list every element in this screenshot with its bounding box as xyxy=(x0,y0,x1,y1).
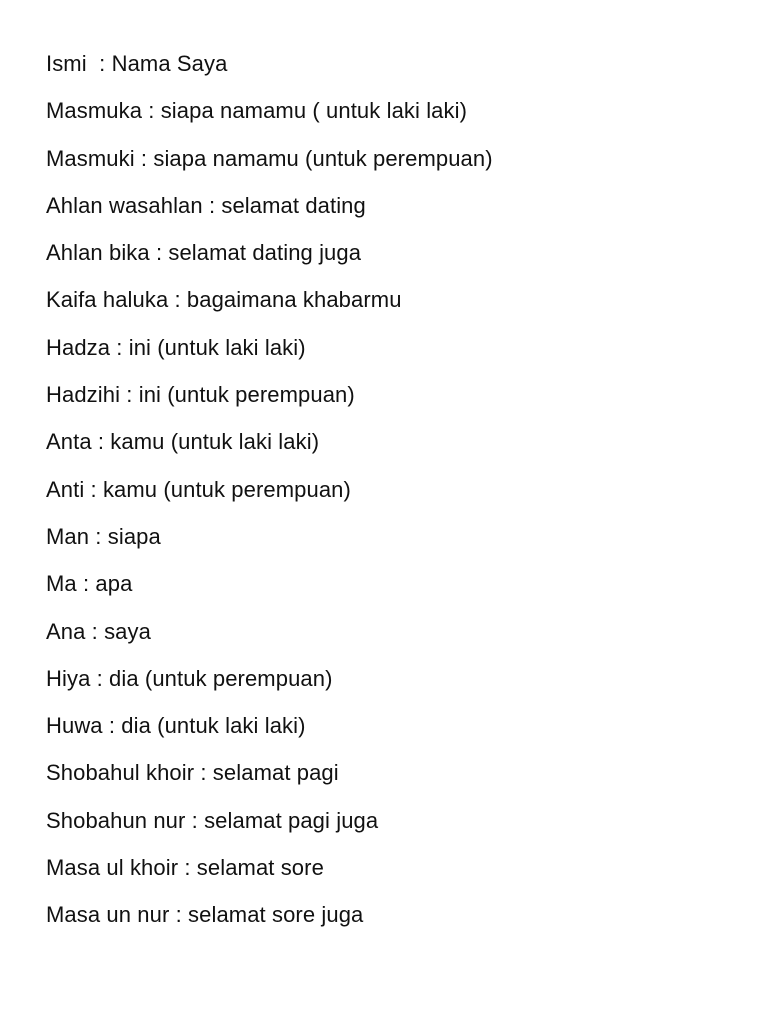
vocab-line-ana: Ana : saya xyxy=(46,618,151,644)
vocab-line-ma: Ma : apa xyxy=(46,571,133,597)
vocab-line-anti: Anti : kamu (untuk perempuan) xyxy=(46,476,351,502)
vocab-line-shobahun-nur: Shobahun nur : selamat pagi juga xyxy=(46,807,379,833)
vocab-line-masa-un-nur: Masa un nur : selamat sore juga xyxy=(46,902,364,928)
vocab-line-ahlan-wasahlan: Ahlan wasahlan : selamat dating xyxy=(46,192,366,218)
vocab-line-shobahul-khoir: Shobahul khoir : selamat pagi xyxy=(46,760,339,786)
vocab-line-huwa: Huwa : dia (untuk laki laki) xyxy=(46,713,306,739)
vocab-line-masmuka: Masmuka : siapa namamu ( untuk laki laki) xyxy=(46,98,468,124)
vocab-line-ahlan-bika: Ahlan bika : selamat dating juga xyxy=(46,240,362,266)
vocab-line-anta: Anta : kamu (untuk laki laki) xyxy=(46,429,320,455)
vocabulary-list xyxy=(46,48,493,947)
vocab-line-masa-ul-khoir: Masa ul khoir : selamat sore xyxy=(46,855,324,881)
vocab-line-hadzihi: Hadzihi : ini (untuk perempuan) xyxy=(46,382,355,408)
vocab-line-hadza: Hadza : ini (untuk laki laki) xyxy=(46,334,306,360)
vocab-line-masmuki: Masmuki : siapa namamu (untuk perempuan) xyxy=(46,145,493,171)
vocab-line-hiya: Hiya : dia (untuk perempuan) xyxy=(46,665,333,691)
vocab-line-kaifa-haluka: Kaifa haluka : bagaimana khabarmu xyxy=(46,287,402,313)
vocab-line-ismi: Ismi : Nama Saya xyxy=(46,51,228,76)
vocab-line-man: Man : siapa xyxy=(46,523,161,549)
